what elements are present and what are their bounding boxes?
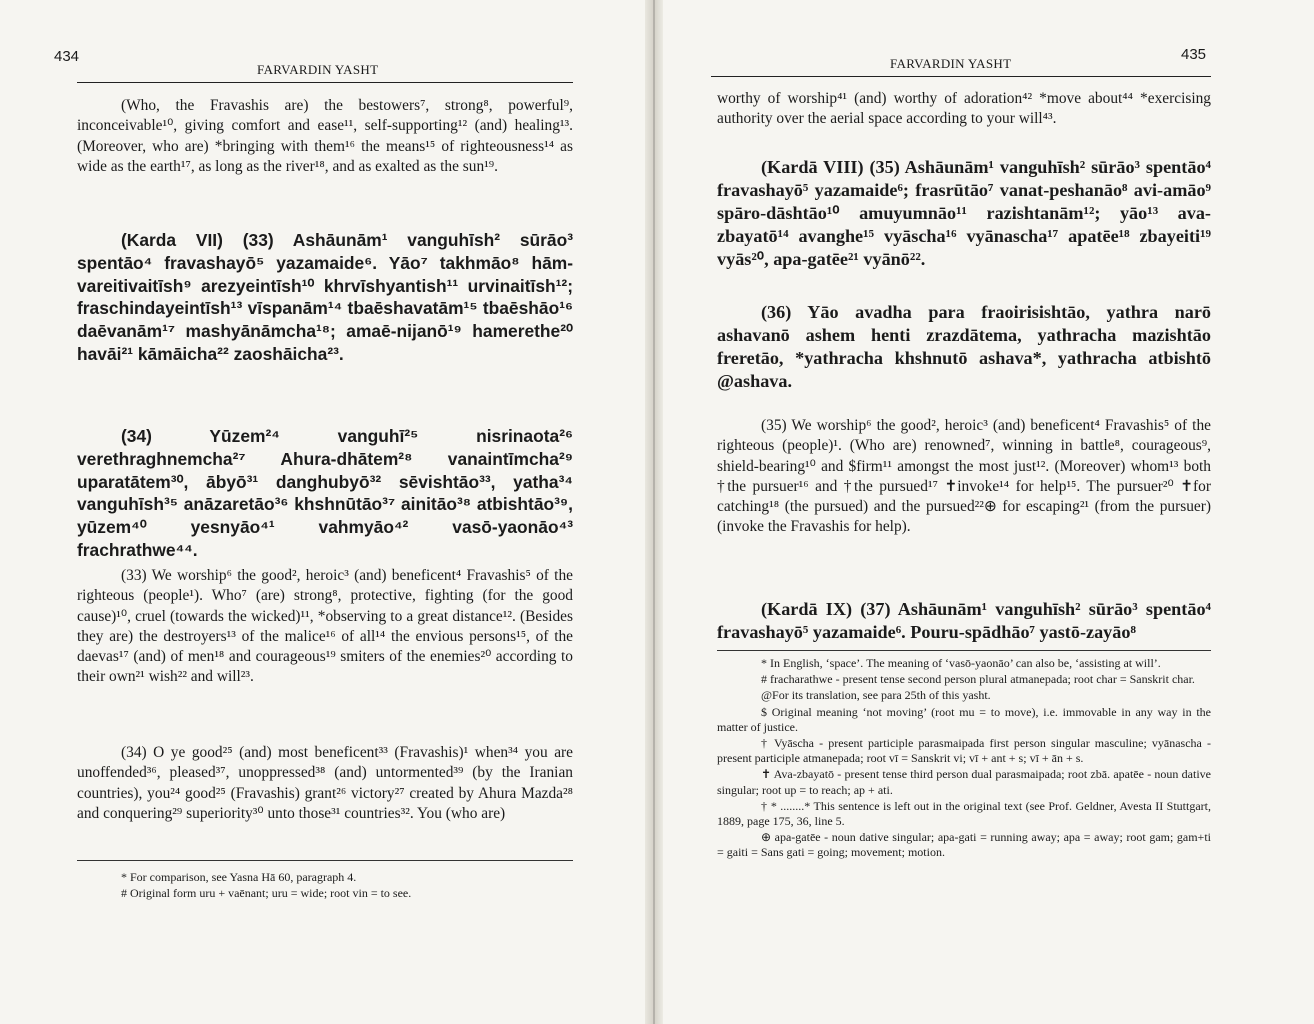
avesta-verse-35 [717, 156, 1211, 271]
left-page [0, 0, 645, 1024]
avesta-verse-36 [717, 301, 1211, 393]
footnote: # Original form uru + vaēnant; uru = wide; root vin = to see. [121, 886, 412, 901]
right-page [663, 0, 1314, 1024]
paragraph-text: (Who, the Fravashis are) the bestowers⁷, strong⁸, powerful⁹, inconceivable¹⁰, giving comfort and ease¹¹, self-supporting¹² (and) healing¹³. (Moreover, who are) *bringing with them¹⁶ the means¹⁵ of righteousness¹⁴ as wide as the earth¹⁷, as long as the river¹⁸, and as exalted as the sun¹⁹. [77, 97, 573, 175]
translation-34 [77, 743, 573, 824]
translation-35 [717, 416, 1211, 538]
paragraph-continuation-right [717, 89, 1211, 130]
translation-text: (35) We worship⁶ the good², heroic³ (and) beneficent⁴ Fravashis⁵ of the righteous (people)¹. (Who are) renowned⁷, winning in battle⁸, courageous⁹, shield-bearing¹⁰ and $firm¹¹ amongst the most just¹². (Moreover) whom¹³ both †the pursuer¹⁶ and †the pursued¹⁷ ✝invoke¹⁴ for help¹⁵. The pursuer²⁰ ✝for catching¹⁸ (the pursued) and the pursued²²⊕ for escaping²¹ (from the pursuer) (invoke the Fravashis for help). [717, 417, 1211, 536]
translation-33 [77, 566, 573, 688]
avesta-text: (34) Yūzem²⁴ vanguhī²⁵ nisrinaota²⁶ verethraghnemcha²⁷ Ahura-dhātem²⁸ vanaintīmcha²⁹ uparatātem³⁰, ābyō³¹ danghubyō³² sēvishtāo³³, yatha³⁴ vanguhīsh³⁵ anāzaretāo³⁶ khshnūtāo³⁷ ainitāo³⁸ atbishtāo³⁹, yūzem⁴⁰ yesnyāo⁴¹ vahmyāo⁴² vasō-yaonāo⁴³ frachrathwe⁴⁴. [77, 426, 573, 560]
avesta-text: (Kardā IX) (37) Ashāunām¹ vanguhīsh² sūrāo³ spentāo⁴ fravashayō⁵ yazamaide⁶. Pouru-spādhāo⁷ yastō-zayāo⁸ [717, 599, 1211, 642]
avesta-text: (Karda VII) (33) Ashāunām¹ vanguhīsh² sūrāo³ spentāo⁴ fravashayō⁵ yazamaide⁶. Yāo⁷ takhmāo⁸ hām-vareitivaitīsh⁹ arezyeintīsh¹⁰ khrvīshyantish¹¹ urvinaitīsh¹²; fraschindayeintīsh¹³ vīspanām¹⁴ tbaēshavatām¹⁵ tbaēshāo¹⁶ daēvanām¹⁷ mashyānāmcha¹⁸; amaē-nijanō¹⁹ hamerethe²⁰ havāi²¹ kāmāicha²² zaoshāicha²³. [77, 230, 573, 364]
translation-text: (33) We worship⁶ the good², heroic³ (and) beneficent⁴ Fravashis⁵ of the righteous (people¹). Who⁷ (are) strong⁸, protective, fighting (for the good cause)¹⁰, cruel (towards the wicked)¹¹, *observing to a great distance¹². (Besides they are) the destroyers¹³ of the malice¹⁶ of all¹⁴ the envious persons¹⁵, of the daevas¹⁷ (and) of men¹⁸ and courageous¹⁹ smiters of the enemies²⁰ according to their own²¹ wish²² and will²³. [77, 567, 573, 686]
avesta-verse-37 [717, 598, 1211, 644]
avesta-text: (Kardā VIII) (35) Ashāunām¹ vanguhīsh² sūrāo³ spentāo⁴ fravashayō⁵ yazamaide⁶; frasrūtāo⁷ vanat-peshanāo⁸ avi-amāo⁹ spāro-dāshtāo¹⁰ amuyumnāo¹¹ razishtanām¹²; yāo¹³ ava-zbayatō¹⁴ avanghe¹⁵ vyāscha¹⁶ vyānascha¹⁷ apatēe¹⁸ zbayeiti¹⁹ vyās²⁰, apa-gatēe²¹ vyānō²². [717, 157, 1211, 269]
footnotes-left [77, 870, 573, 902]
footnote: ✝ Ava-zbayatō - present tense third person dual parasmaipada; root zbā. apatēe - noun dative singular; root up = to reach; ap + ati. [717, 767, 1211, 797]
footnote: * In English, ‘space’. The meaning of ‘vasō-yaonāo’ can also be, ‘assisting at will’. [761, 656, 1161, 670]
footnote: # fracharathwe - present tense second person plural atmanepada; root char = Sanskrit char. [761, 672, 1195, 687]
avesta-verse-34 [77, 425, 573, 562]
translation-text: (34) O ye good²⁵ (and) most beneficent³³ (Fravashis)¹ when³⁴ you are unoffended³⁶, pleased³⁷, unoppressed³⁸ (and) untormented³⁹ (by the Iranian countries), you²⁴ good²⁵ (Fravashis) grant²⁶ victory²⁷ created by Ahura Mazda²⁸ and conquering²⁹ superiority³⁰ unto those³¹ countries³². You (who are) [77, 744, 573, 822]
paragraph-continuation-left [77, 96, 573, 177]
avesta-text: (36) Yāo avadha para fraoirisishtāo, yathra narō ashavanō ashem henti zrazdātema, yathracha mazishtāo freretāo, *yathracha khshnutō ashava*, yathracha atbishtō @ashava. [717, 302, 1211, 391]
footnotes-right [717, 656, 1211, 862]
page-number-left: 434 [54, 48, 80, 65]
footnote: ⊕ apa-gatēe - noun dative singular; apa-gati = running away; apa = away; root gam; gam+ti = gaiti = Sans gati = going; movement; motion. [717, 830, 1211, 860]
footnote: $ Original meaning ‘not moving’ (root mu = to move), i.e. immovable in any way in the matter of justice. [717, 704, 1211, 734]
book-gutter [645, 0, 663, 1024]
footnote-rule-left [77, 860, 573, 861]
avesta-verse-33 [77, 229, 573, 366]
footnote: * For comparison, see Yasna Hā 60, paragraph 4. [121, 870, 357, 884]
footnote: † Vyāscha - present participle parasmaipada first person singular masculine; vyānascha - present participle atmanepada; root vī = Sanskrit vi; vī + ant + s; vī + ān + s. [717, 736, 1211, 766]
paragraph-text: worthy of worship⁴¹ (and) worthy of adoration⁴² *move about⁴⁴ *exercising authority over the aerial space according to your will⁴³. [717, 90, 1211, 128]
running-head-left: FARVARDIN YASHT [257, 62, 379, 77]
footnote: † * ........* This sentence is left out in the original text (see Prof. Geldner, Avesta II Stuttgart, 1889, page 175, 36, line 5. [717, 798, 1211, 829]
footnote-rule-right [717, 650, 1211, 651]
header-rule-right [711, 76, 1211, 77]
footnote: @For its translation, see para 25th of this yasht. [761, 688, 991, 703]
running-head-right: FARVARDIN YASHT [890, 56, 1012, 71]
header-rule-left [77, 82, 573, 83]
page-number-right: 435 [1181, 46, 1207, 63]
